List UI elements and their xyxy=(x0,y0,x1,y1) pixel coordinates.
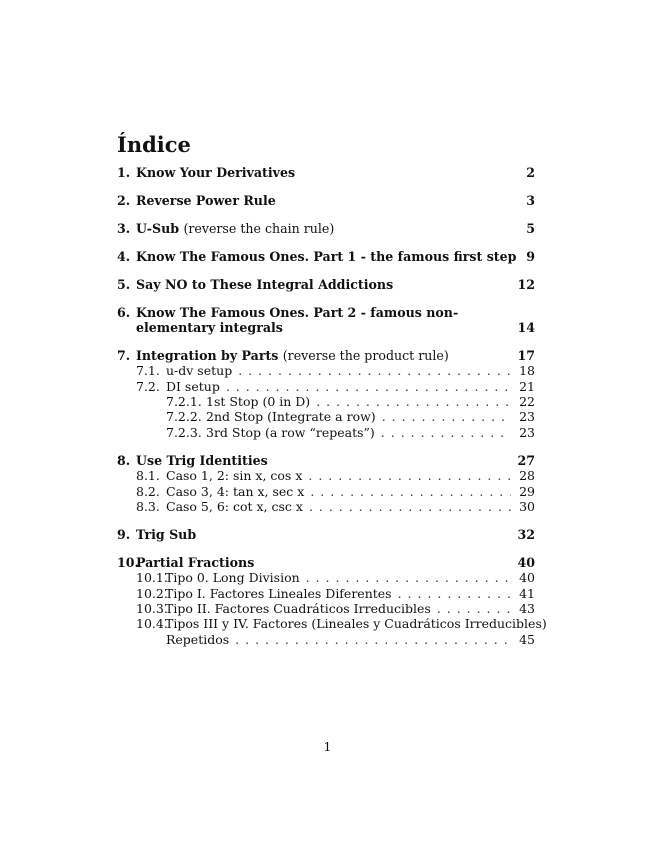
section-title: Say NO to These Integral Addictions xyxy=(136,276,394,292)
toc-entry[interactable] xyxy=(117,348,535,363)
page-number: 32 xyxy=(517,526,535,542)
section-title: Reverse Power Rule xyxy=(136,192,276,208)
toc-subentry[interactable] xyxy=(117,468,535,483)
subsection-title: Tipos III y IV. Factores (Lineales y Cuadráticos Irreducibles) xyxy=(165,616,547,632)
toc-section xyxy=(117,249,535,264)
toc-subsubentry[interactable] xyxy=(117,409,535,424)
page-number: 17 xyxy=(517,347,535,363)
page-number: 43 xyxy=(519,601,535,617)
subsection-number: 7.1. xyxy=(136,363,160,379)
toc-entry[interactable] xyxy=(117,527,535,542)
section-title xyxy=(136,348,449,363)
subsubsection-number: 7.2.1. xyxy=(166,394,202,410)
subsection-title: Caso 1, 2: sin x, cos x xyxy=(166,468,303,484)
section-note: (reverse the chain rule) xyxy=(183,220,335,236)
section-number: 2. xyxy=(117,192,131,208)
page-number: 27 xyxy=(517,452,535,468)
page-number: 3 xyxy=(526,192,535,208)
toc-subentry[interactable] xyxy=(117,363,535,378)
page-number: 45 xyxy=(519,631,535,647)
section-number: 6. xyxy=(117,304,131,320)
toc-subentry[interactable] xyxy=(117,601,535,616)
subsection-number: 8.3. xyxy=(136,499,160,514)
page-number: 9 xyxy=(526,248,535,264)
toc-section xyxy=(117,305,535,336)
table-of-contents xyxy=(117,165,547,660)
section-number: 7. xyxy=(117,347,131,363)
toc-entry[interactable] xyxy=(117,221,535,236)
subsection-title: Tipo I. Factores Lineales Diferentes xyxy=(165,585,392,601)
section-title: Trig Sub xyxy=(136,526,197,542)
toc-subentry[interactable] xyxy=(117,570,535,585)
toc-subentry[interactable] xyxy=(117,499,535,514)
toc-section xyxy=(117,554,547,647)
section-title-text: U-Sub xyxy=(136,220,180,236)
toc-entry[interactable] xyxy=(117,249,535,264)
subsubsection-title: 1st Stop (0 in D) xyxy=(206,394,311,410)
leader-dots xyxy=(316,394,511,409)
section-number: 9. xyxy=(117,526,131,542)
subsection-number: 7.2. xyxy=(136,378,160,394)
toc-subentry[interactable] xyxy=(117,484,535,499)
toc-section xyxy=(117,193,535,208)
toc-entry[interactable] xyxy=(117,277,535,292)
section-number: 8. xyxy=(117,452,131,468)
subsection-title: Caso 5, 6: cot x, csc x xyxy=(166,499,303,514)
subsection-title: Tipo II. Factores Cuadráticos Irreducibles xyxy=(165,601,431,617)
section-number: 5. xyxy=(117,276,131,292)
section-title: Know Your Derivatives xyxy=(136,165,296,180)
page-number: 29 xyxy=(519,483,535,499)
page-number: 12 xyxy=(517,276,535,292)
leader-dots xyxy=(308,468,511,483)
toc-section xyxy=(117,453,535,515)
page-number: 40 xyxy=(519,570,535,586)
section-title: Use Trig Identities xyxy=(136,452,268,468)
subsection-title: Caso 3, 4: tan x, sec x xyxy=(166,483,305,499)
leader-dots xyxy=(235,632,511,647)
section-title: Partial Fractions xyxy=(136,554,255,570)
toc-section xyxy=(117,277,535,292)
section-title-text: Integration by Parts xyxy=(136,347,279,363)
page-footer-number: 1 xyxy=(323,739,332,754)
page-number: 21 xyxy=(519,378,535,394)
toc-entry[interactable] xyxy=(117,305,535,336)
page-number: 40 xyxy=(517,554,535,570)
toc-section xyxy=(117,527,535,542)
page-number: 23 xyxy=(519,409,535,425)
page-number: 2 xyxy=(526,165,535,180)
toc-entry[interactable] xyxy=(117,193,535,208)
subsection-title: u-dv setup xyxy=(166,363,233,379)
section-title: Know The Famous Ones. Part 1 - the famous first step xyxy=(136,248,517,264)
subsection-title: Tipo 0. Long Division xyxy=(165,570,300,586)
page-number: 14 xyxy=(517,319,535,335)
page-number: 23 xyxy=(519,424,535,440)
toc-section xyxy=(117,165,535,180)
leader-dots xyxy=(382,409,511,424)
subsection-number: 10.2. xyxy=(136,585,168,601)
toc-section xyxy=(117,348,535,440)
subsubsection-title: 3rd Stop (a row “repeats”) xyxy=(206,424,375,440)
toc-subsubentry[interactable] xyxy=(117,394,535,409)
page-number: 30 xyxy=(519,499,535,514)
subsection-number: 8.2. xyxy=(136,483,160,499)
leader-dots xyxy=(238,363,511,378)
section-number: 3. xyxy=(117,220,131,236)
toc-subentry-continuation[interactable] xyxy=(117,632,535,647)
toc-subentry[interactable] xyxy=(117,586,535,601)
section-number: 1. xyxy=(117,165,131,180)
leader-dots xyxy=(398,586,511,601)
subsection-title: DI setup xyxy=(166,378,220,394)
toc-entry[interactable] xyxy=(117,165,535,180)
toc-entry[interactable] xyxy=(117,555,535,570)
leader-dots xyxy=(437,601,511,616)
subsubsection-number: 7.2.3. xyxy=(166,424,202,440)
subsection-number: 10.4. xyxy=(136,616,168,632)
leader-dots xyxy=(381,425,511,440)
toc-entry[interactable] xyxy=(117,453,535,468)
leader-dots xyxy=(306,570,511,585)
subsubsection-number: 7.2.2. xyxy=(166,409,202,425)
page-number: 41 xyxy=(519,585,535,601)
section-number: 4. xyxy=(117,248,131,264)
toc-section xyxy=(117,221,535,236)
toc-subentry[interactable] xyxy=(117,616,547,632)
leader-dots xyxy=(310,484,511,499)
subsubsection-title: 2nd Stop (Integrate a row) xyxy=(206,409,376,425)
subsection-number: 10.1. xyxy=(136,570,168,586)
section-number: 10. xyxy=(117,554,139,570)
toc-subsubentry[interactable] xyxy=(117,425,535,440)
subsection-number: 8.1. xyxy=(136,468,160,484)
leader-dots xyxy=(226,379,511,394)
subsection-number: 10.3. xyxy=(136,601,168,617)
page-number: 5 xyxy=(526,220,535,236)
page-number: 22 xyxy=(519,394,535,410)
section-title: Know The Famous Ones. Part 2 - famous non-elementary integrals xyxy=(136,304,459,335)
page-number: 18 xyxy=(519,363,535,379)
section-note: (reverse the product rule) xyxy=(282,347,449,363)
leader-dots xyxy=(309,499,511,514)
page-title: Índice xyxy=(117,132,191,157)
subsection-title-continuation: Repetidos xyxy=(166,631,230,647)
section-title xyxy=(136,221,334,236)
toc-subentry[interactable] xyxy=(117,379,535,394)
page-number: 28 xyxy=(519,468,535,484)
